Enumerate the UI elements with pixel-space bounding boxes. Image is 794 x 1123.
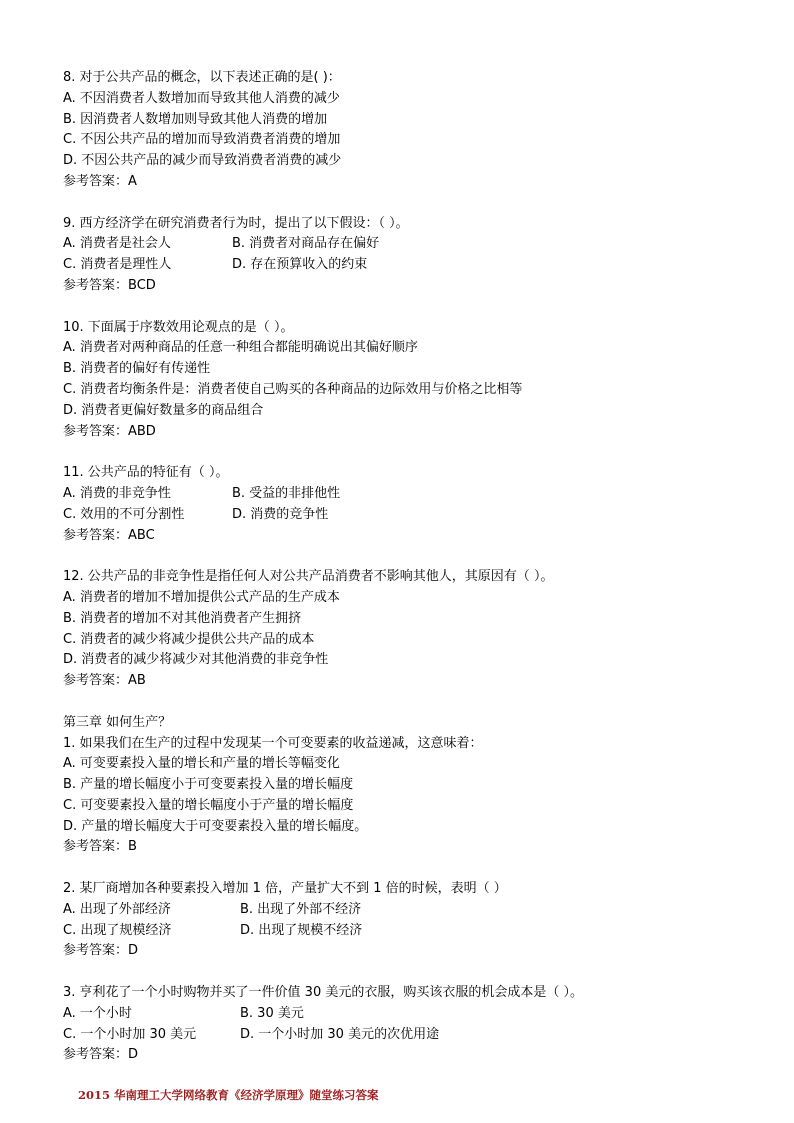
option-d: D. 不因公共产品的减少而导致消费者消费的减少 xyxy=(63,153,342,169)
answer: 参考答案：BCD xyxy=(63,277,156,293)
question-stem: 9. 西方经济学在研究消费者行为时，提出了以下假设：（ ）。 xyxy=(63,215,409,231)
option-row xyxy=(63,484,763,505)
question-stem: 10. 下面属于序数效用论观点的是（ ）。 xyxy=(63,319,294,335)
answer: 参考答案：D xyxy=(63,1047,139,1063)
option-c: C. 一个小时加 30 美元 xyxy=(63,1026,197,1042)
option-d: D. 产量的增长幅度大于可变要素投入量的增长幅度。 xyxy=(63,818,368,834)
question-stem: 1. 如果我们在生产的过程中发现某一个可变要素的收益递减，这意味着： xyxy=(63,735,483,751)
option-row xyxy=(63,921,763,942)
option-d: D. 消费者更偏好数量多的商品组合 xyxy=(63,402,264,418)
option-a: A. 消费者的增加不增加提供公式产品的生产成本 xyxy=(63,589,340,605)
option-b: B. 消费者对商品存在偏好 xyxy=(232,236,380,252)
answer: 参考答案：ABD xyxy=(63,423,156,439)
option-b: B. 出现了外部不经济 xyxy=(240,901,362,917)
chapter-title: 第三章 如何生产？ xyxy=(63,714,172,730)
spacer xyxy=(63,193,763,214)
option-a: A. 出现了外部经济 xyxy=(63,901,171,917)
option-c: C. 消费者的减少将减少提供公共产品的成本 xyxy=(63,631,315,647)
option-c: C. 出现了规模经济 xyxy=(63,922,172,938)
question-12 xyxy=(63,567,763,692)
option-d: D. 消费的竞争性 xyxy=(232,506,329,522)
spacer xyxy=(63,297,763,318)
option-c: C. 不因公共产品的增加而导致消费者消费的增加 xyxy=(63,132,341,148)
option-b: B. 因消费者人数增加则导致其他人消费的增加 xyxy=(63,111,328,127)
spacer xyxy=(63,546,763,567)
question-stem: 3. 亨利花了一个小时购物并买了一件价值 30 美元的衣服，购买该衣服的机会成本是（ ）。 xyxy=(63,985,583,1001)
option-b: B. 30 美元 xyxy=(240,1005,304,1021)
option-a: A. 一个小时 xyxy=(63,1005,132,1021)
option-row xyxy=(63,255,763,276)
spacer xyxy=(63,858,763,879)
option-a: A. 消费者是社会人 xyxy=(63,236,171,252)
option-d: D. 一个小时加 30 美元的次优用途 xyxy=(240,1026,440,1042)
question-stem: 11. 公共产品的特征有（ ）。 xyxy=(63,465,229,481)
answer: 参考答案：B xyxy=(63,839,137,855)
chapter-question-2 xyxy=(63,879,763,962)
option-d: D. 存在预算收入的约束 xyxy=(232,257,368,273)
question-stem: 2. 某厂商增加各种要素投入增加 1 倍，产量扩大不到 1 倍的时候，表明（ ） xyxy=(63,881,507,897)
question-9 xyxy=(63,214,763,297)
question-10 xyxy=(63,318,763,443)
option-row xyxy=(63,505,763,526)
option-b: B. 消费者的偏好有传递性 xyxy=(63,361,211,377)
option-d: D. 出现了规模不经济 xyxy=(240,922,363,938)
option-c: C. 消费者均衡条件是：消费者使自己购买的各种商品的边际效用与价格之比相等 xyxy=(63,381,523,397)
option-a: A. 不因消费者人数增加而导致其他人消费的减少 xyxy=(63,90,340,106)
chapter-question-3 xyxy=(63,983,763,1066)
option-row xyxy=(63,900,763,921)
chapter-question-1 xyxy=(63,734,763,859)
option-row xyxy=(63,234,763,255)
option-a: A. 消费的非竞争性 xyxy=(63,485,171,501)
option-a: A. 消费者对两种商品的任意一种组合都能明确说出其偏好顺序 xyxy=(63,340,418,356)
answer: 参考答案：D xyxy=(63,943,139,959)
option-row xyxy=(63,1025,763,1046)
spacer xyxy=(63,442,763,463)
question-stem: 8. 对于公共产品的概念，以下表述正确的是( )： xyxy=(63,70,341,85)
answer: 参考答案：ABC xyxy=(63,527,155,543)
option-b: B. 消费者的增加不对其他消费者产生拥挤 xyxy=(63,610,302,626)
question-stem: 12. 公共产品的非竞争性是指任何人对公共产品消费者不影响其他人，其原因有（ ）。 xyxy=(63,569,554,585)
option-c: C. 消费者是理性人 xyxy=(63,257,172,273)
answer: 参考答案：A xyxy=(63,173,137,189)
option-b: B. 受益的非排他性 xyxy=(232,485,341,501)
question-8 xyxy=(63,68,763,193)
option-c: C. 可变要素投入量的增长幅度小于产量的增长幅度 xyxy=(63,797,354,813)
option-a: A. 可变要素投入量的增长和产量的增长等幅变化 xyxy=(63,756,340,772)
spacer xyxy=(63,692,763,713)
option-b: B. 产量的增长幅度小于可变要素投入量的增长幅度 xyxy=(63,777,354,793)
answer: 参考答案：AB xyxy=(63,673,146,689)
option-row xyxy=(63,1004,763,1025)
option-c: C. 效用的不可分割性 xyxy=(63,506,185,522)
question-11 xyxy=(63,463,763,546)
spacer xyxy=(63,962,763,983)
document-body xyxy=(63,68,763,1066)
option-d: D. 消费者的减少将减少对其他消费的非竞争性 xyxy=(63,652,329,668)
page-footer: 2015 华南理工大学网络教育《经济学原理》随堂练习答案 xyxy=(78,1088,379,1102)
